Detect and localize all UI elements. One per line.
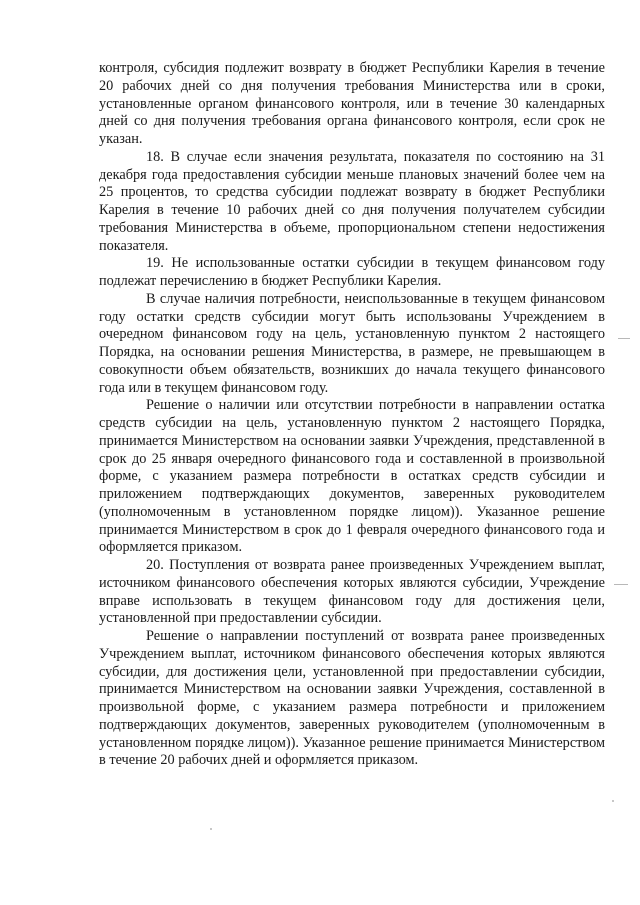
paragraph-unused-balances: В случае наличия потребности, неиспользованные в текущем финансовом году остатки средств субсидии могут быть использованы Учреждением в очередном финансовом году на цель, установленную пунктом 2 настоящего Порядка, на основании решения Министерства, в размере, не превышающем в совокупности объем обязательств, возникших до начала текущего финансового года или в текущем финансовом году. <box>99 290 605 396</box>
paragraph-balance-decision: Решение о наличии или отсутствии потребности в направлении остатка средств субсидии на цель, установленную пунктом 2 настоящего Порядка, принимается Министерством на основании заявки Учреждения, представленной в срок до 25 января очередного финансового года и составленной в произвольной форме, с указанием размера потребности в остатках средств субсидии и приложением подтверждающих документов, заверенных руководителем (уполномоченным в установленном порядке лицом)). Указанное решение принимается Министерством в срок до 1 февраля очередного финансового года и оформляется приказом. <box>99 397 605 556</box>
paragraph-return-of-subsidy: контроля, субсидия подлежит возврату в бюджет Республики Карелия в течение 20 рабочих дней со дня получения требования Министерства или в сроки, установленные органом финансового контроля, или в течение 30 календарных дней со дня получения требования органа финансового контроля, если срок не указан. <box>99 60 605 147</box>
paragraph-item-19: 19. Не использованные остатки субсидии в текущем финансовом году подлежат перечислению в бюджет Республики Карелия. <box>99 255 605 289</box>
scan-speck <box>210 828 212 830</box>
scan-speck <box>612 800 614 802</box>
scan-mark <box>618 338 630 339</box>
paragraph-item-20: 20. Поступления от возврата ранее произведенных Учреждением выплат, источником финансового обеспечения которых являются субсидии, Учреждение вправе использовать в текущем финансовом году для достижения цели, установленной при предоставлении субсидии. <box>99 557 605 627</box>
scan-mark <box>614 584 628 585</box>
paragraph-item-18: 18. В случае если значения результата, показателя по состоянию на 31 декабря года предоставления субсидии меньше плановых значений более чем на 25 процентов, то средства субсидии подлежат возврату в бюджет Республики Карелия в течение 10 рабочих дней со дня получения получателем субсидии требования Министерства в объеме, пропорциональном степени недостижения показателя. <box>99 148 605 254</box>
document-body <box>99 60 605 770</box>
paragraph-receipts-decision: Решение о направлении поступлений от возврата ранее произведенных Учреждением выплат, источником финансового обеспечения которых являются субсидии, для достижения цели, установленной при предоставлении субсидии, принимается Министерством на основании заявки Учреждения, составленной в произвольной форме, с указанием размера потребности и приложением подтверждающих документов, заверенных руководителем (уполномоченным в установленном порядке лицом)). Указанное решение принимается Министерством в течение 20 рабочих дней и оформляется приказом. <box>99 628 605 769</box>
